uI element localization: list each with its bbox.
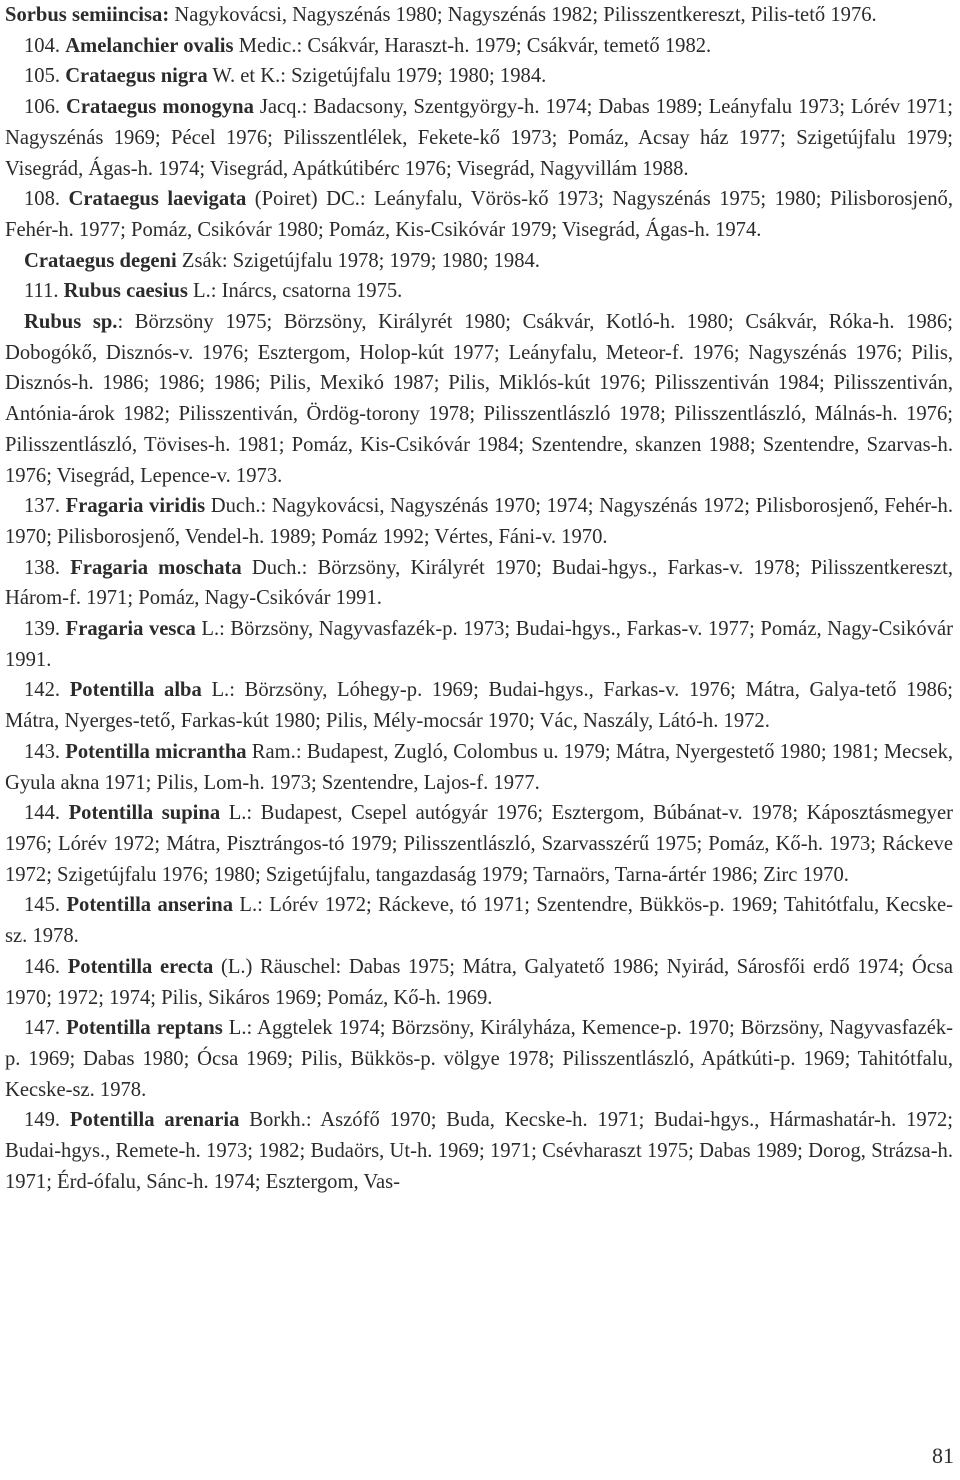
species-entry: [5, 92, 953, 184]
species-entry: [5, 553, 953, 614]
locality-list: : Badacsony, Szentgyörgy-h. 1974; Dabas 1989; Leányfalu 1973; Lórév 1971; Nagyszénás 1969; Pécel 1976; Pilisszentlélek, Fekete-kő 1973; Pomáz, Acsay ház 1977; Szigetújfalu 1979; Visegrád, Ágas-h. 1974; Visegrád, Apátkútibérc 1976; Visegrád, Nagyvillám 1988.: [5, 96, 954, 180]
locality-list: : Budapest, Zugló, Colombus u. 1979; Mátra, Nyergestető 1980; 1981; Mecsek, Gyula akna 1971; Pilis, Lom-h. 1973; Szentendre, Lajos-f. 1977.: [5, 740, 954, 794]
species-name: Potentilla arenaria: [69, 1109, 240, 1132]
species-name: Potentilla supina: [68, 802, 221, 825]
species-name: Rubus sp.: [24, 311, 118, 334]
species-entry: [5, 675, 953, 736]
locality-list: : Lórév 1972; Ráckeve, tó 1971; Szentendre, Bükkös-p. 1969; Tahitótfalu, Kecske-sz. 1978.: [5, 894, 953, 948]
entry-number: 147.: [24, 1017, 67, 1040]
species-entry: [5, 184, 953, 245]
species-entry: [5, 952, 953, 1013]
species-name: Crataegus degeni: [24, 249, 177, 272]
locality-list: : Börzsöny, Lóhegy-p. 1969; Budai-hgys., Farkas-v. 1976; Mátra, Galya-tető 1986; Mátra, Nyerges-tető, Farkas-kút 1980; Pilis, Mély-mocsár 1970; Vác, Naszály, Látó-h. 1972.: [5, 679, 953, 733]
page-number: 81: [932, 1443, 954, 1468]
species-author: L.: [187, 280, 211, 303]
species-name: Fragaria viridis: [65, 495, 206, 518]
species-name: Fragaria vesca: [65, 618, 196, 641]
locality-list: : Börzsöny, Nagyvasfazék-p. 1973; Budai-hgys., Farkas-v. 1977; Pomáz, Nagy-Csikóvár 1991.: [5, 618, 954, 671]
entry-number: 137.: [24, 495, 66, 518]
species-author: L.: [201, 679, 230, 702]
species-entry: [5, 1105, 953, 1197]
species-author: Jacq.: [253, 96, 302, 119]
species-author: Duch.: [205, 495, 261, 518]
species-name: Potentilla reptans: [66, 1017, 223, 1040]
species-name: Rubus caesius: [63, 280, 188, 303]
species-name: Amelanchier ovalis: [65, 34, 234, 57]
species-author: L.: [195, 618, 220, 641]
species-entry: [5, 614, 953, 675]
entry-number: 144.: [24, 802, 69, 825]
entry-number: 105.: [24, 65, 66, 88]
species-entry: [5, 246, 953, 277]
entry-number: 143.: [24, 740, 66, 763]
locality-list: : Aszófő 1970; Buda, Kecske-h. 1971; Budai-hgys., Hármashatár-h. 1972; Budai-hgys., Remete-h. 1973; 1982; Budaörs, Ut-h. 1969; 1971; Csévharaszt 1975; Dabas 1989; Dorog, Strázsa-h. 1971; Érd-ófalu, Sánc-h. 1974; Esztergom, Vas-: [5, 1109, 954, 1193]
species-name: Crataegus monogyna: [66, 96, 254, 119]
species-author: Medic.: [233, 34, 297, 57]
entry-number: 138.: [24, 556, 71, 579]
locality-list: : Nagykovácsi, Nagyszénás 1970; 1974; Nagyszénás 1972; Pilisborosjenő, Fehér-h. 1970; Pilisborosjenő, Vendel-h. 1989; Pomáz 1992; Vértes, Fáni-v. 1970.: [5, 495, 953, 548]
species-entry: [5, 491, 953, 552]
species-entry: [5, 737, 953, 798]
species-name: Potentilla alba: [69, 679, 202, 702]
locality-list: : Budapest, Csepel autógyár 1976; Esztergom, Búbánat-v. 1978; Káposztásmegyer 1976; Lórév 1972; Mátra, Pisztrángos-tó 1979; Pilisszentlászló, Szarvasszérű 1975; Pomáz, Kő-h. 1973; Ráckeve 1972; Szigetújfalu 1976; 1980; Szigetújfalu, tangazdaság 1979; Tarnaörs, Tarna-ártér 1986; Zirc 1970.: [5, 802, 953, 886]
species-author: (L.) Räuschel: [213, 955, 336, 978]
entry-number: 104.: [24, 34, 66, 57]
locality-list: : Szigetújfalu 1979; 1980; 1984.: [280, 65, 547, 88]
species-entry: [5, 31, 953, 62]
document-body: [5, 0, 953, 1197]
species-name: Crataegus nigra: [65, 65, 208, 88]
entry-number: 108.: [24, 188, 69, 211]
locality-list: : Csákvár, Haraszt-h. 1979; Csákvár, temető 1982.: [296, 34, 712, 57]
entry-number: 145.: [24, 894, 67, 917]
locality-list: : Dabas 1975; Mátra, Galyatető 1986; Nyirád, Sárosfői erdő 1974; Ócsa 1970; 1972; 1974; Pilis, Sikáros 1969; Pomáz, Kő-h. 1969.: [5, 955, 953, 1009]
species-author: Ram.: [246, 740, 296, 763]
species-name: Potentilla anserina: [66, 894, 234, 917]
entry-number: 106.: [24, 96, 67, 119]
species-name: Fragaria moschata: [70, 556, 242, 579]
locality-list: : Börzsöny 1975; Börzsöny, Királyrét 1980; Csákvár, Kotló-h. 1980; Csákvár, Róka-h. 1986; Dobogókő, Disznós-v. 1976; Esztergom, Holop-kút 1977; Leányfalu, Meteor-f. 1976; Nagyszénás 1976; Pilis, Disznós-h. 1986; 1986; 1986; Pilis, Mexikó 1987; Pilis, Miklós-kút 1976; Pilisszentiván 1984; Pilisszentiván, Antónia-árok 1982; Pilisszentiván, Ördög-torony 1978; Pilisszentlászló 1978; Pilisszentlászló, Málnás-h. 1976; Pilisszentlászló, Tövises-h. 1981; Pomáz, Kis-Csikóvár 1984; Szentendre, skanzen 1988; Szentendre, Szarvas-h. 1976; Visegrád, Lepence-v. 1973.: [5, 311, 953, 487]
entry-number: 149.: [24, 1109, 70, 1132]
locality-list: : Leányfalu, Vörös-kő 1973; Nagyszénás 1975; 1980; Pilisborosjenő, Fehér-h. 1977; Pomáz, Csikóvár 1980; Pomáz, Kis-Csikóvár 1979; Visegrád, Ágas-h. 1974.: [5, 188, 953, 241]
species-name: Potentilla erecta: [67, 955, 214, 978]
entry-number: 146.: [24, 955, 68, 978]
species-name: Crataegus laevigata: [68, 188, 247, 211]
species-author: W. et K.: [207, 65, 281, 88]
entry-number: 111.: [24, 280, 64, 303]
species-entry: [5, 1013, 953, 1105]
species-name: Sorbus semiincisa:: [5, 4, 170, 26]
species-name: Potentilla micrantha: [65, 740, 247, 763]
locality-list: : Börzsöny, Királyrét 1970; Budai-hgys., Farkas-v. 1978; Pilisszentkereszt, Három-f. 1971; Pomáz, Nagy-Csikóvár 1991.: [5, 556, 954, 610]
species-entry: [5, 798, 953, 890]
species-entry: [5, 61, 953, 92]
species-author: L.: [220, 802, 247, 825]
species-author: Zsák: [176, 249, 222, 272]
entry-number: 142.: [24, 679, 70, 702]
locality-list: : Inárcs, csatorna 1975.: [210, 280, 403, 303]
species-author: Duch.: [241, 556, 302, 579]
locality-list: : Aggtelek 1974; Börzsöny, Királyháza, Kemence-p. 1970; Börzsöny, Nagyvasfazék-p. 1969; Dabas 1980; Ócsa 1969; Pilis, Bükkös-p. völgye 1978; Pilisszentlászló, Apátkúti-p. 1969; Tahitótfalu, Kecske-sz. 1978.: [5, 1017, 954, 1101]
species-author: L.: [233, 894, 258, 917]
entry-number: 139.: [24, 618, 66, 641]
species-entry: [5, 307, 953, 491]
locality-list: : Szigetújfalu 1978; 1979; 1980; 1984.: [221, 249, 540, 272]
species-author: (Poiret) DC.: [246, 188, 360, 211]
species-author: L.: [222, 1017, 247, 1040]
species-entry: [5, 890, 953, 951]
species-author: Borkh.: [239, 1109, 306, 1132]
species-entry: [5, 0, 953, 31]
species-entry: [5, 276, 953, 307]
locality-list: Nagykovácsi, Nagyszénás 1980; Nagyszénás 1982; Pilisszentkereszt, Pilis-tető 1976.: [169, 4, 877, 26]
